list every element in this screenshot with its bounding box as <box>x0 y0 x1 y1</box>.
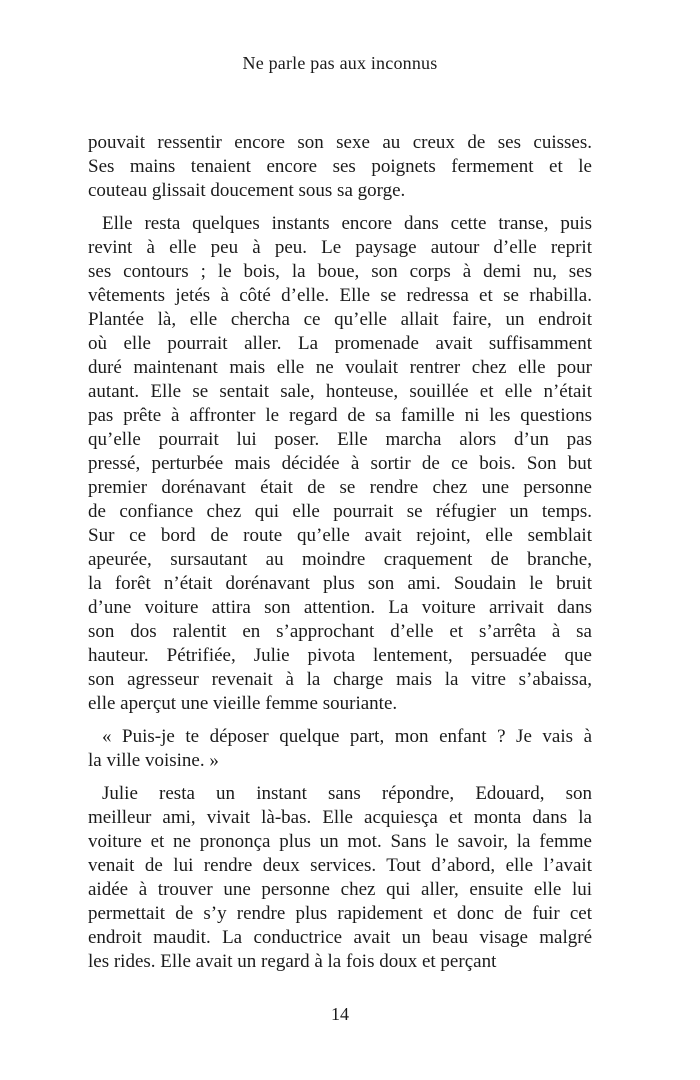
paragraph <box>88 725 592 773</box>
text-line: la ville voisine. » <box>88 750 219 771</box>
text-line: pas prête à affronter le regard de sa famille ni les questions <box>88 405 592 426</box>
paragraph <box>88 212 592 716</box>
text-line: couteau glissait doucement sous sa gorge. <box>88 180 406 201</box>
text-line: « Puis-je te déposer quelque part, mon enfant ? Je vais à <box>102 726 592 747</box>
text-line: duré maintenant mais elle ne voulait rentrer chez elle pour <box>88 357 592 378</box>
text-line: endroit maudit. La conductrice avait un beau visage malgré <box>88 927 592 948</box>
text-line: où elle pourrait aller. La promenade avait suffisamment <box>88 333 592 354</box>
text-line: pouvait ressentir encore son sexe au creux de ses cuisses. <box>88 132 592 153</box>
text-line: autant. Elle se sentait sale, honteuse, souillée et elle n’était <box>88 381 592 402</box>
page-number: 14 <box>331 1004 349 1024</box>
text-line: Ses mains tenaient encore ses poignets fermement et le <box>88 156 592 177</box>
text-line: permettait de s’y rendre plus rapidement et donc de fuir cet <box>88 903 592 924</box>
text-line: la forêt n’était dorénavant plus son ami. Soudain le bruit <box>88 573 592 594</box>
text-line: qu’elle pourrait lui poser. Elle marcha alors d’un pas <box>88 429 592 450</box>
text-line: son dos ralentit en s’approchant d’elle et s’arrêta à sa <box>88 621 592 642</box>
text-line: Elle resta quelques instants encore dans cette transe, puis <box>102 213 592 234</box>
text-line: apeurée, sursautant au moindre craquement de branche, <box>88 549 592 570</box>
text-line: venait de lui rendre deux services. Tout d’abord, elle l’avait <box>88 855 592 876</box>
text-line: elle aperçut une vieille femme souriante. <box>88 693 398 714</box>
text-line: premier dorénavant était de se rendre chez une personne <box>88 477 592 498</box>
text-line: hauteur. Pétrifiée, Julie pivota lentement, persuadée que <box>88 645 592 666</box>
text-line: pressé, perturbée mais décidée à sortir de ce bois. Son but <box>88 453 592 474</box>
text-line: voiture et ne prononça plus un mot. Sans le savoir, la femme <box>88 831 592 852</box>
text-line: revint à elle peu à peu. Le paysage autour d’elle reprit <box>88 237 592 258</box>
text-line: Sur ce bord de route qu’elle avait rejoint, elle semblait <box>88 525 592 546</box>
text-line: ses contours ; le bois, la boue, son corps à demi nu, ses <box>88 261 592 282</box>
text-line: de confiance chez qui elle pourrait se réfugier un temps. <box>88 501 592 522</box>
text-line: vêtements jetés à côté d’elle. Elle se redressa et se rhabilla. <box>88 285 592 306</box>
text-line: aidée à trouver une personne chez qui aller, ensuite elle lui <box>88 879 592 900</box>
text-line: les rides. Elle avait un regard à la fois doux et perçant <box>88 951 497 972</box>
paragraph <box>88 782 592 974</box>
page-body <box>88 131 592 974</box>
text-line: Julie resta un instant sans répondre, Edouard, son <box>102 783 592 804</box>
text-line: son agresseur revenait à la charge mais la vitre s’abaissa, <box>88 669 592 690</box>
text-line: d’une voiture attira son attention. La voiture arrivait dans <box>88 597 592 618</box>
paragraph <box>88 131 592 203</box>
running-header: Ne parle pas aux inconnus <box>242 53 438 73</box>
text-line: Plantée là, elle chercha ce qu’elle allait faire, un endroit <box>88 309 592 330</box>
text-line: meilleur ami, vivait là-bas. Elle acquiesça et monta dans la <box>88 807 592 828</box>
